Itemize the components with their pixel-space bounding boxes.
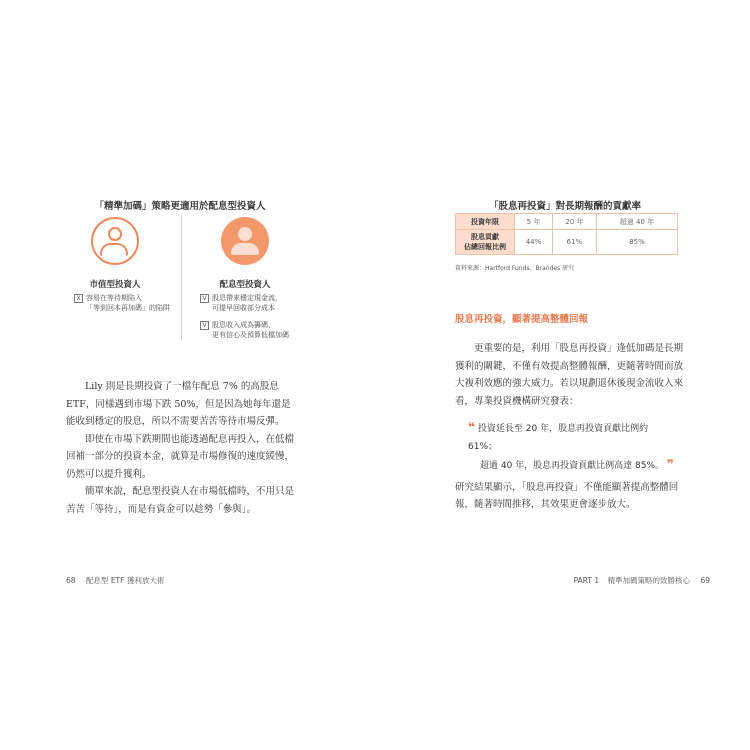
figure-divider	[181, 215, 182, 340]
page-number: 68	[66, 576, 76, 585]
table-cell: 超過 40 年	[596, 214, 677, 230]
paragraph: 即使在市場下跌期間也能透過配息再投入，在低檔回補一部分的投資本金，就算是市場修復的速度緩慢，仍然可以提升獲利。	[66, 433, 295, 480]
body-text	[66, 378, 298, 518]
close-quote-icon: ❞	[666, 457, 674, 471]
page-number: 69	[700, 576, 710, 585]
table-title: 「股息再投資」對長期報酬的貢獻率	[488, 201, 641, 212]
table-cell: 85%	[596, 230, 677, 255]
table-row	[456, 214, 678, 230]
page-footer	[66, 575, 164, 586]
body-text	[455, 469, 685, 523]
check-icon: V	[200, 321, 209, 330]
footer-title: 配息型 ETF 獲利放大術	[85, 576, 165, 585]
body-text	[455, 340, 685, 410]
investor-b-note-2: V 股息收入成為籌碼， 更有信心及預算低檔加碼	[200, 320, 315, 340]
paragraph: Lily 則是長期投資了一檔年配息 7% 的高股息 ETF，同樣遇到市場下跌 50%，但是因為她每年還是能收到穩定的股息，所以不需要苦苦等待市場反彈。	[66, 381, 291, 427]
figure-title: 「精準加碼」策略更適用於配息型投資人	[94, 201, 266, 212]
table-header-cell: 股息貢獻 佔總回報比例	[456, 230, 515, 255]
quote-line: 投資延長至 20 年，股息再投資貢獻比例約 61%；	[468, 424, 649, 452]
cross-icon: X	[74, 294, 83, 303]
table-source: 資料來源：Hartford Funds、Brandes 研究	[455, 265, 575, 272]
paragraph: 更重要的是，利用「股息再投資」逢低加碼是長期獲利的關鍵，不僅有效提高整體報酬，更隨著時間而放大複利效應的強大威力。若以規劃退休後現金流收入來看，專業投資機構研究發表：	[455, 343, 684, 407]
investor-a-note: X 容易在等待期陷入 「等到回本再加碼」的陷阱	[74, 293, 184, 313]
table-header-cell: 投資年限	[456, 214, 515, 230]
contribution-table	[455, 213, 678, 255]
page-footer	[574, 575, 710, 586]
table-cell: 20 年	[552, 214, 596, 230]
user-outline-icon	[91, 217, 139, 265]
table-cell: 5 年	[515, 214, 553, 230]
user-filled-icon	[221, 217, 269, 265]
investor-a-label: 市值型投資人	[89, 280, 141, 290]
table-cell: 61%	[552, 230, 596, 255]
table-row	[456, 230, 678, 255]
quote-line: 超過 40 年，股息再投資貢獻比例高達 85%。	[480, 461, 665, 471]
paragraph: 簡單來說，配息型投資人在市場低檔時，不用只是苦苦「等待」，而是有資金可以趁勢「參與」。	[66, 486, 295, 515]
investor-b-note-1: V 股息帶來穩定現金流， 可提早回收部分成本	[200, 293, 315, 313]
quote-block	[468, 419, 678, 476]
paragraph: 研究結果顯示，「股息再投資」不僅能顯著提高整體回報，隨著時間推移，其效果更會逐步放大。	[455, 481, 679, 510]
open-quote-icon: ❝	[468, 420, 476, 434]
section-heading: 股息再投資，顯著提高整體回報	[455, 314, 589, 325]
check-icon: V	[200, 294, 209, 303]
footer-title: 精準加碼策略的致勝核心	[607, 576, 691, 585]
investor-b-label: 配息型投資人	[219, 280, 271, 290]
footer-part: PART 1	[573, 576, 600, 585]
table-cell: 44%	[515, 230, 553, 255]
